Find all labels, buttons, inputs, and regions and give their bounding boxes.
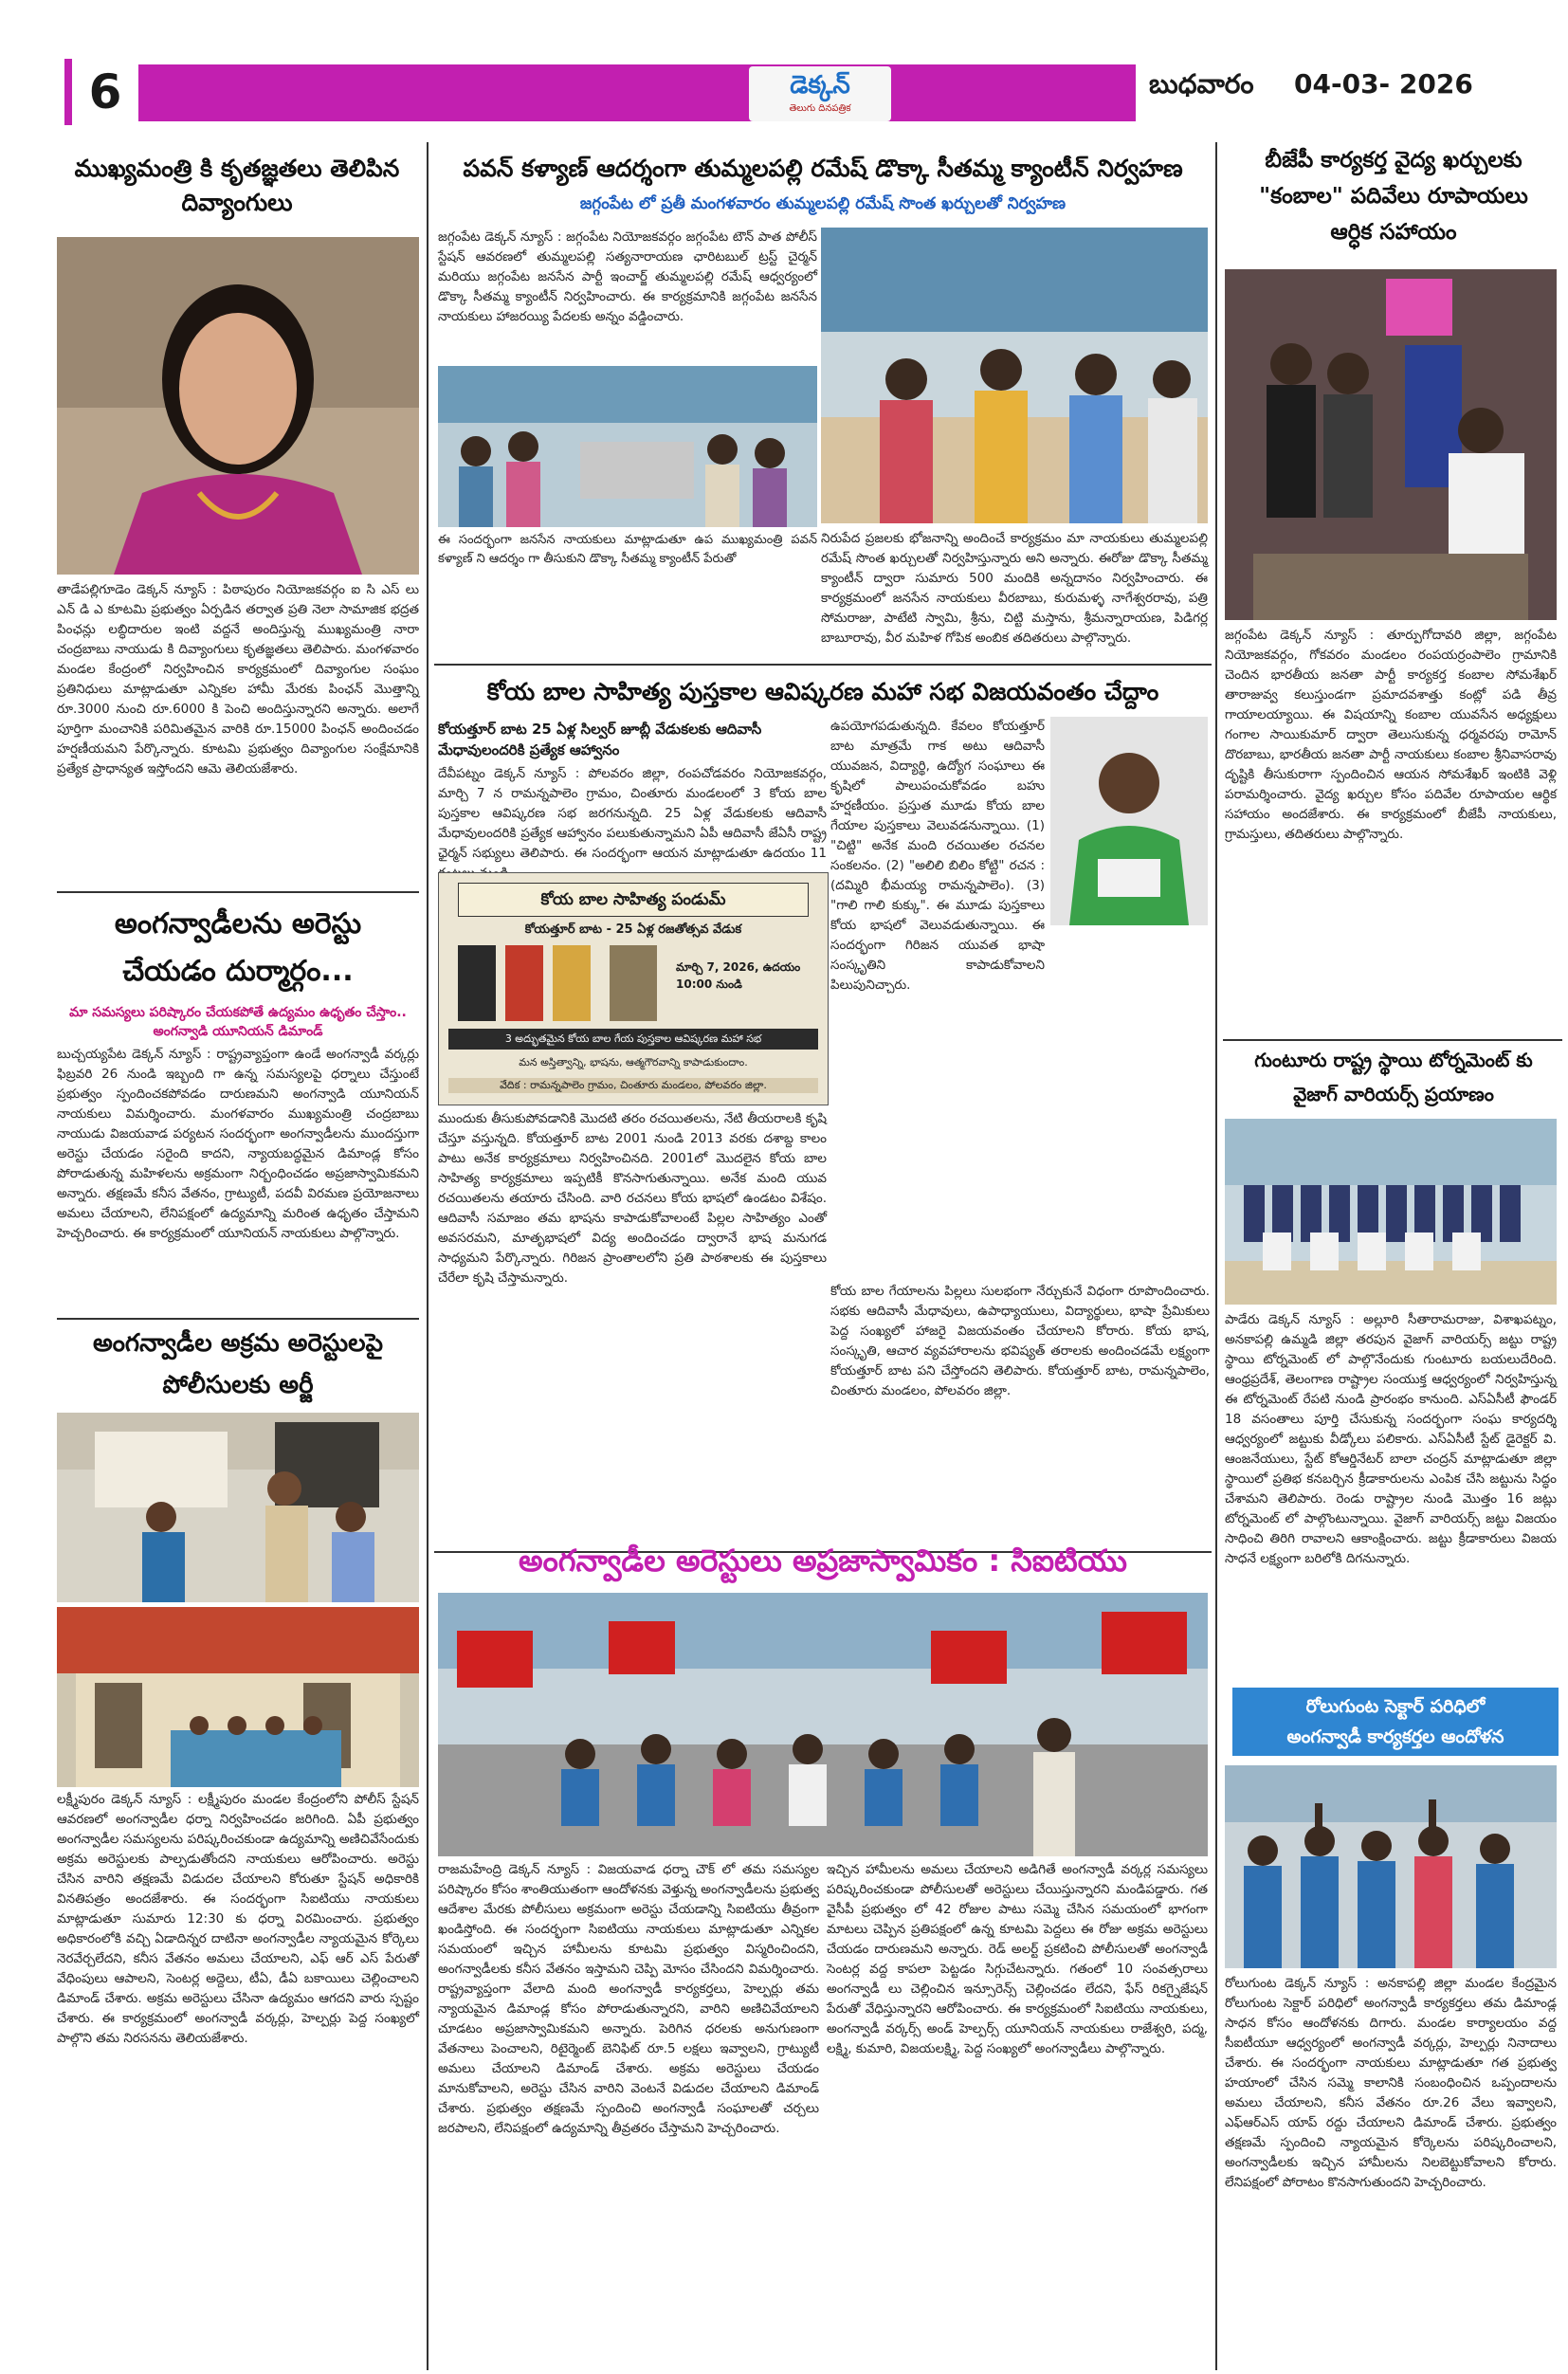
page-number: 6 — [64, 59, 138, 125]
poster-venue: వేదిక : రామన్నపాలెం గ్రామం, చింతూరు మండలం, పోలవరం జిల్లా. — [448, 1078, 818, 1093]
right-story2-body: పాడేరు డెక్కన్ న్యూస్ : అల్లూరి సీతారామరాజు, విశాఖపట్నం, అనకాపల్లి ఉమ్మడి జిల్లా తరపున వైజాగ్ వారియర్స్ జట్టు రాష్ట్ర స్థాయి టోర్నమెంట్ లో పాల్గొనేందుకు గుంటూరు బయలుదేరింది. ఆంధ్రప్రదేశ్, తెలంగాణ రాష్ట్రాల సంయుక్త ఆధ్వర్యంలో నిర్వహిస్తున్న ఈ టోర్నమెంట్ రేపటి నుండి ప్రారంభం కానుంది. ఎస్ఏసీటీ ఫౌండర్ 18 వసంతాలు పూర్తి చేసుకున్న సందర్భంగా సంఘ కార్యదర్శి ఆధ్వర్యంలో జట్టుకు వీడ్కోలు పలికారు. ఎస్ఏసీటీ స్టేట్ డైరెక్టర్ వి. ఆంజనేయులు, స్టేట్ కోఆర్డినేటర్ బాలా చంద్రన్ మాట్లాడుతూ జిల్లా స్థాయిలో ప్రతిభ కనబర్చిన క్రీడాకారులను ఎంపిక చేసి జట్టును సిద్ధం చేశామని తెలిపారు. రెండు రాష్ట్రాల నుండి మొత్తం 16 జట్లు టోర్నమెంట్ లో పాల్గొంటున్నాయి. వైజాగ్ వారియర్స్ జట్టు విజయం సాధించి తిరిగి రావాలని ఆకాంక్షించారు. జట్టు క్రీడాకారులు విజయ సాధనే లక్ష్యంగా బరిలోకి దిగనున్నారు. — [1225, 1312, 1557, 1566]
poster-title: కోయ బాల సాహిత్య పండుమ్ — [458, 883, 809, 917]
petition-photo — [57, 1413, 419, 1602]
left-story1-body: తాడేపల్లిగూడెం డెక్కన్ న్యూస్ : పిఠాపురం నియోజకవర్గం ఐ సి ఎస్ లు ఎన్ డి ఎ కూటమి ప్రభుత్వం ఏర్పడిన తర్వాత ప్రతి నెలా సామాజిక భద్రత పింఛన్లు లబ్ధిదారుల ఇంటి వద్దనే అందిస్తున్న ముఖ్యమంత్రి నారా చంద్రబాబు నాయుడు కి దివ్యాంగులు కృతజ్ఞతలు తెలిపారు. మంగళవారం మండల కేంద్రంలో నిర్వహించిన కార్యక్రమంలో దివ్యాంగుల సంఘం ప్రతినిధులు మాట్లాడుతూ ఎన్నికల హామీ మేరకు పింఛన్ మొత్తాన్ని రూ.3000 నుంచి రూ.6000 కి పెంచి అందిస్తున్నారని అన్నారు. అలాగే పూర్తిగా మంచానికి పరిమితమైన వారికి రూ.15000 పింఛన్ అందించడం హర్షణీయమని పేర్కొన్నారు. కూటమి ప్రభుత్వం దివ్యాంగుల సంక్షేమానికి ప్రత్యేక ప్రాధాన్యత ఇస్తోందని ఆమె తెలియజేశారు. — [57, 582, 419, 776]
middle-story3-headline: అంగన్వాడీల అరెస్టులు అప్రజాస్వామికం : సిఐటియు — [519, 1543, 1127, 1579]
police-station-photo — [57, 1607, 419, 1787]
right-story3-headline: రోలుగుంట సెక్టార్ పరిధిలో అంగన్వాడీ కార్యకర్తల ఆందోళన — [1232, 1688, 1559, 1756]
right-divider-1 — [1223, 1039, 1562, 1041]
middle-story2-body-lower: ముందుకు తీసుకుపోవడానికి మొదటి తరం రచయితలను, నేటి తీయరాలకి కృషి చేస్తూ వస్తున్నది. కోయత్తూర్ బాట 2001 నుండి 2013 వరకు దశాబ్ద కాలం పాటు అనేక కార్యక్రమాలు నిర్వహించినది. 2001లో మొదలైన కోయ బాల సాహిత్య కార్యక్రమాలు ఇప్పటికీ కొనసాగుతున్నాయి. అనేక మంది యువ రచయితలను తయారు చేసింది. వారి రచనలు కోయ భాషలో ఉండటం విశేషం. ఆదివాసీ సమాజం తమ భాషను కాపాడుకోవాలంటే పిల్లల సాహిత్యం ఎంతో అవసరమని, మాతృభాషలో విద్య అందించడం ద్వారానే భాష మనుగడ సాధ్యమని పేర్కొన్నారు. గిరిజన ప్రాంతాలలోని ప్రతి పాఠశాలకు ఈ పుస్తకాలు చేరేలా కృషి చేస్తామన్నారు. — [438, 1111, 827, 1286]
poster-book-2 — [505, 945, 543, 1021]
right-story1-body: జగ్గంపేట డెక్కన్ న్యూస్ : తూర్పుగోదావరి జిల్లా, జగ్గంపేట నియోజకవర్గం, గోకవరం మండలం రంపయర్రంపాలెం గ్రామానికి చెందిన భారతీయ జనతా పార్టీ కార్యకర్త కంబాల సోమశేఖర్ తారాజువ్వ కలుస్తుండగా ప్రమాదవశాత్తు కంట్లో పడి తీవ్ర గాయాలయ్యాయి. ఈ విషయాన్ని కంబాల యువసేన అధ్యక్షులు గంగాల సాయికుమార్ ద్వారా తెలుసుకున్న ధర్మవరపు రామోన్ దొరబాబు, భారతీయ జనతా పార్టీ నాయకులు కంబాల శ్రీనివాసరావు దృష్టికి తీసుకురాగా స్పందించిన ఆయన సోమశేఖర్ ఇంటికి వెళ్లి పరామర్శించారు. వైద్య ఖర్చుల కోసం పదివేల రూపాయల ఆర్థిక సహాయం అందజేశారు. ఈ కార్యక్రమంలో బీజేపీ నాయకులు, గ్రామస్తులు, తదితరులు పాల్గొన్నారు. — [1225, 628, 1557, 842]
canteen-serving-photo — [821, 228, 1208, 523]
event-poster — [438, 872, 829, 1105]
poster-book-1 — [458, 945, 496, 1021]
column-divider-right — [1215, 142, 1217, 2370]
protest-photo — [438, 1593, 1208, 1856]
issue-day: బుధవారం — [1149, 68, 1254, 100]
left-story3-body: లక్ష్మీపురం డెక్కన్ న్యూస్ : లక్ష్మీపురం మండల కేంద్రంలోని పోలీస్ స్టేషన్ ఆవరణలో అంగన్వాడీల ధర్నా నిర్వహించడం జరిగింది. ఏపీ ప్రభుత్వం అంగన్వాడీల సమస్యలను పరిష్కరించకుండా ఉద్యమాన్ని అణిచివేసేందుకు అక్రమ అరెస్టులకు పాల్పడుతోందని నాయకులు ఆరోపించారు. అరెస్టు చేసిన వారిని తక్షణమే విడుదల చేయాలని కోరుతూ స్టేషన్ అధికారికి వినతిపత్రం అందజేశారు. ఈ సందర్భంగా సిఐటియు నాయకులు మాట్లాడుతూ సుమారు 12:30 కు ధర్నా విరమించారు. ప్రభుత్వం అధికారంలోకి వచ్చి ఏడాదిన్నర దాటినా అంగన్వాడీల న్యాయమైన కోర్కెలు నెరవేర్చలేదని, కనీస వేతనం అమలు చేయాలని, ఎఫ్ ఆర్ ఎస్ పేరుతో వేధింపులు ఆపాలని, సెంటర్ల అద్దెలు, టీఏ, డీఏ బకాయిలు చెల్లించాలని డిమాండ్ చేశారు. అక్రమ అరెస్టులు చేసినా ఉద్యమం ఆగదని వారు స్పష్టం చేశారు. ఈ కార్యక్రమంలో అంగన్వాడీ వర్కర్లు, హెల్పర్లు పెద్ద సంఖ్యలో పాల్గొని తమ నిరసనను తెలియజేశారు. — [57, 1792, 419, 2046]
logo-text: డెక్కన్ — [790, 71, 850, 100]
poster-subtitle: కోయత్తూర్ బాట - 25 ఏళ్ల రజతోత్సవ వేడుక — [524, 922, 742, 937]
poster-ribbon: 3 అద్భుతమైన కోయ బాల గేయ పుస్తకాల ఆవిష్కరణ మహా సభ — [448, 1029, 818, 1050]
middle-divider-1 — [434, 664, 1212, 666]
left-story2-body: బుచ్చయ్యపేట డెక్కన్ న్యూస్ : రాష్ట్రవ్యాప్తంగా ఉండే అంగన్వాడీ వర్కర్లు ఫిబ్రవరి 26 నుండి ఇబ్బంది గా ఉన్న సమస్యలపై ధర్నాలు చేస్తుంటే ప్రభుత్వం స్పందించకపోవడం దారుణమని అంగన్వాడి యూనియన్ నాయకులు విమర్శించారు. మంగళవారం ముఖ్యమంత్రి చంద్రబాబు నాయుడు విజయవాడ పర్యటన సందర్భంగా అంగన్వాడీలను ముందస్తుగా అరెస్టు చేయడం సరైంది కాదని, న్యాయబద్ధమైన డిమాండ్ల కోసం పోరాడుతున్న మహిళలను అక్రమంగా నిర్బంధించడం అప్రజాస్వామికమని అన్నారు. తక్షణమే కనీస వేతనం, గ్రాట్యుటీ, పదవీ విరమణ ప్రయోజనాలు అమలు చేయాలని, లేనిపక్షంలో ఉద్యమాన్ని మరింత ఉధృతం చేస్తామని హెచ్చరించారు. ఈ కార్యక్రమంలో యూనియన్ నాయకులు పాల్గొన్నారు. — [57, 1047, 419, 1241]
middle-story3-body-right: ఇచ్చిన హామీలను అమలు చేయాలని అడిగితే అంగన్వాడీ వర్కర్ల సమస్యలు పరిష్కరించకుండా పోలీసులతో అరెస్టులు చేయిస్తున్నారని మండిపడ్డారు. గత వైసీపీ ప్రభుత్వం లో 42 రోజుల పాటు సమ్మె చేసిన సమయంలో భాగంగా మాటలు చెప్పిన ప్రతిపక్షంలో ఉన్న కూటమి పెద్దలు ఈ రోజు అక్రమ అరెస్టులు చేయడం దారుణమని అన్నారు. రెడ్ అలర్ట్ ప్రకటించి పోలీసులతో అంగన్వాడీ సెంటర్ల వద్ద కాపలా పెట్టడం సిగ్గుచేటన్నారు. గతంలో 10 సంవత్సరాలు అంగన్వాడీ లు చెల్లించిన ఇన్సూరెన్స్ చెల్లించడం లేదని, ఫేస్ రికగ్నైజేషన్ పేరుతో వేధిస్తున్నారని ఆరోపించారు. ఈ కార్యక్రమంలో సిఐటియు నాయకులు, అంగన్వాడీ వర్కర్స్ అండ్ హెల్పర్స్ యూనియన్ నాయకులు రాజేశ్వరి, పద్మ, లక్ష్మి, కుమారి, విజయలక్ష్మి, పెద్ద సంఖ్యలో అంగన్వాడీలు పాల్గొన్నారు. — [827, 1862, 1208, 2056]
donation-photo — [1225, 269, 1557, 620]
right-story3-body: రోలుగుంట డెక్కన్ న్యూస్ : అనకాపల్లి జిల్లా మండల కేంద్రమైన రోలుగుంట సెక్టార్ పరిధిలో అంగన్వాడీ కార్యకర్తలు తమ డిమాండ్ల సాధన కోసం ఆందోళనకు దిగారు. మండల కార్యాలయం వద్ద సీఐటీయూ ఆధ్వర్యంలో అంగన్వాడీ వర్కర్లు, హెల్పర్లు నినాదాలు చేశారు. ఈ సందర్భంగా నాయకులు మాట్లాడుతూ గత ప్రభుత్వ హయాంలో చేసిన సమ్మె కాలానికి సంబంధించిన ఒప్పందాలను అమలు చేయాలని, కనీస వేతనం రూ.26 వేలు ఇవ్వాలని, ఎఫ్ఆర్ఎస్ యాప్ రద్దు చేయాలని డిమాండ్ చేశారు. ప్రభుత్వం తక్షణమే స్పందించి న్యాయమైన కోర్కెలను పరిష్కరించాలని, అంగన్వాడీలకు ఇచ్చిన హామీలను నిలబెట్టుకోవాలని కోరారు. లేనిపక్షంలో పోరాటం కొనసాగుతుందని హెచ్చరించారు. — [1225, 1976, 1557, 2190]
left-divider-1 — [57, 891, 419, 893]
canteen-crowd-photo — [438, 366, 817, 527]
left-story1-headline: ముఖ్యమంత్రి కి కృతజ్ఞతలు తెలిపిన దివ్యాంగులు — [74, 155, 400, 216]
anganwadi-protest-photo — [1225, 1765, 1557, 1968]
middle-story2-headline: కోయ బాల సాహిత్య పుస్తకాల ఆవిష్కరణ మహా సభ విజయవంతం చేద్దాం — [486, 678, 1159, 705]
right-story2-headline: గుంటూరు రాష్ట్ర స్థాయి టోర్నమెంట్ కు వైజాగ్ వారియర్స్ ప్రయాణం — [1254, 1049, 1533, 1105]
column-divider-left — [427, 142, 428, 2370]
left-story3-headline: అంగన్వాడీల అక్రమ అరెస్టులపై పోలీసులకు అర్జీ — [92, 1329, 384, 1399]
middle-story1-continued: నిరుపేద ప్రజలకు భోజనాన్ని అందించే కార్యక్రమం మా నాయకులు తుమ్మలపల్లి రమేష్ సొంత ఖర్చులతో నిర్వహిస్తున్నారు అని అన్నారు. ఈరోజు డొక్కా సీతమ్మ క్యాంటీన్ ద్వారా సుమారు 500 మందికి అన్నదానం నిర్వహించారు. ఈ కార్యక్రమంలో జనసేన నాయకులు వీరబాబు, కురుమళ్ళ నాగేశ్వరరావు, పత్రి సోమరాజు, పాటేటి స్వామి, శ్రీను, చిట్టి మస్తాను, శ్రీమన్నారాయణ, పిడిగర్ల బాబూరావు, వీర మహిళ గోపిక అంబిక తదితరులు పాల్గొన్నారు. — [821, 531, 1208, 646]
left-story2-headline: అంగన్వాడీలను అరెస్టు చేయడం దుర్మార్గం... — [114, 907, 362, 988]
middle-story1-caption: ఈ సందర్భంగా జనసేన నాయకులు మాట్లాడుతూ ఉప ముఖ్యమంత్రి పవన్ కళ్యాణ్ ని ఆదర్శం గా తీసుకుని డొక్కా సీతమ్మ క్యాంటీన్ పేరుతో — [438, 533, 817, 566]
middle-story2-body-lower-right: కోయ బాల గేయాలను పిల్లలు సులభంగా నేర్చుకునే విధంగా రూపొందించారు. సభకు ఆదివాసీ మేధావులు, ఉపాధ్యాయులు, విద్యార్థులు, భాషా ప్రేమికులు పెద్ద సంఖ్యలో హాజరై విజయవంతం చేయాలని కోరారు. కోయ భాష, సంస్కృతి, ఆచార వ్యవహారాలను భవిష్యత్ తరాలకు అందించడమే లక్ష్యంగా కోయత్తూర్ బాట పని చేస్తోందని తెలిపారు. కోయత్తూర్ బాట, రామన్నపాలెం, చింతూరు మండలం, పోలవరం జిల్లా. — [830, 1284, 1210, 1398]
issue-date: 04-03- 2026 — [1294, 68, 1473, 100]
middle-story3-body-left: రాజమహేంద్రి డెక్కన్ న్యూస్ : విజయవాడ ధర్నా చౌక్ లో తమ సమస్యల పరిష్కారం కోసం శాంతియుతంగా ఆందోళనకు వెళ్తున్న అంగన్వాడీలను ప్రభుత్వ ఆదేశాల మేరకు పోలీసులు అక్రమంగా అరెస్టు చేయడాన్ని సిఐటియు తీవ్రంగా ఖండిస్తోంది. ఈ సందర్భంగా సిఐటియు నాయకులు మాట్లాడుతూ ఎన్నికల సమయంలో ఇచ్చిన హామీలను కూటమి ప్రభుత్వం విస్మరించిందని, అంగన్వాడీలకు కనీస వేతనం ఇస్తామని చెప్పి మోసం చేసిందని విమర్శించారు. రాష్ట్రవ్యాప్తంగా వేలాది మంది అంగన్వాడీ కార్యకర్తలు, హెల్పర్లు తమ న్యాయమైన డిమాండ్ల కోసం పోరాడుతున్నారని, వారిని అణిచివేయాలని చూడటం అప్రజాస్వామికమని అన్నారు. పెరిగిన ధరలకు అనుగుణంగా వేతనాలు పెంచాలని, రిటైర్మెంట్ బెనిఫిట్ రూ.5 లక్షలు ఇవ్వాలని, గ్రాట్యుటీ అమలు చేయాలని డిమాండ్ చేశారు. అక్రమ అరెస్టులు చేయడం మానుకోవాలని, అరెస్టు చేసిన వారిని వెంటనే విడుదల చేయాలని డిమాండ్ చేశారు. ప్రభుత్వం తక్షణమే స్పందించి అంగన్వాడీ సంఘాలతో చర్చలు జరపాలని, లేనిపక్షంలో ఉద్యమాన్ని తీవ్రతరం చేస్తామని హెచ్చరించారు. — [438, 1862, 819, 2136]
middle-story1-body: జగ్గంపేట డెక్కన్ న్యూస్ : జగ్గంపేట నియోజకవర్గం జగ్గంపేట టౌన్ పాత పోలీస్ స్టేషన్ ఆవరణలో తుమ్మలపల్లి సత్యనారాయణ ఛారిటబుల్ ట్రస్ట్ చైర్మన్ మరియు జగ్గంపేట జనసేన పార్టీ ఇంచార్జ్ తుమ్మలపల్లి రమేష్ ఆధ్వర్యంలో డొక్కా సీతమ్మ క్యాంటీన్ నిర్వహించారు. ఈ కార్యక్రమానికి జగ్గంపేట జనసేన నాయకులు హాజరయ్యి పేదలకు అన్నం వడ్డించారు. — [438, 229, 817, 324]
team-photo — [1225, 1119, 1557, 1305]
newspaper-logo[interactable] — [749, 66, 891, 121]
middle-story1-subheadline: జగ్గంపేట లో ప్రతీ మంగళవారం తుమ్మలపల్లి రమేష్ సొంత ఖర్చులతో నిర్వహణ — [579, 194, 1067, 213]
masthead-bar — [64, 64, 1136, 121]
right-story1-headline: బీజేపీ కార్యకర్త వైద్య ఖర్చులకు "కంబాల" పదివేలు రూపాయలు ఆర్ధిక సహాయం — [1259, 148, 1528, 245]
left-divider-2 — [57, 1318, 419, 1320]
poster-line-1: మన అస్తిత్వాన్ని, భాషను, ఆత్మగౌరవాన్ని కాపాడుకుందాం. — [519, 1056, 748, 1068]
middle-story1-headline: పవన్ కళ్యాణ్ ఆదర్శంగా తుమ్మలపల్లి రమేష్ డొక్కా సీతమ్మ క్యాంటీన్ నిర్వహణ — [463, 155, 1183, 182]
logo-tagline: తెలుగు దినపత్రిక — [789, 103, 851, 114]
left-story2-pink-subhead: మా సమస్యలు పరిష్కారం చేయకపోతే ఉద్యమం ఉధృతం చేస్తాం.. అంగన్వాడి యూనియన్ డిమాండ్ — [69, 1005, 407, 1039]
woman-portrait-photo — [57, 237, 419, 575]
poster-book-3 — [553, 945, 591, 1021]
poster-portrait — [610, 945, 657, 1021]
middle-story2-subhead: కోయత్తూర్ బాట 25 ఏళ్ల సిల్వర్ జూబ్లీ వేడుకలకు ఆదివాసీ మేధావులందరికి ప్రత్యేక ఆహ్వానం — [438, 721, 762, 758]
middle-story2-body-left: దేవీపట్నం డెక్కన్ న్యూస్ : పోలవరం జిల్లా, రంపచోడవరం నియోజకవర్గం, మార్చి 7 న రామన్నపాలెం గ్రామం, చింతూరు మండలంలో 3 కోయ బాల పుస్తకాల ఆవిష్కరణ సభ జరగనున్నది. 25 ఏళ్ల వేడుకలకు ఆదివాసీ మేధావులందరికి ప్రత్యేక ఆహ్వానం పలుకుతున్నామని ఏపీ ఆదివాసీ జేఏసీ రాష్ట్ర ఛైర్మన్ సభ్యులు తెలిపారు. ఈ సందర్భంగా ఆయన మాట్లాడుతూ ఉదయం 11 — [438, 766, 827, 861]
poster-date: మార్చి 7, 2026, ఉదయం 10:00 నుండి — [676, 960, 801, 991]
middle-story2-body-right: ఉపయోగపడుతున్నది. కేవలం కోయత్తూర్ బాట మాత్రమే గాక అటు ఆదివాసీ యువజన, విద్యార్థి, ఉద్యోగ సంఘాలు ఈ కృషిలో పాలుపంచుకోవడం బహు హర్షణీయం. ప్రస్తుత మూడు కోయ బాల గేయాల పుస్తకాలు వెలువడనున్నాయి. (1) "చిట్టి" అనేక మంది రచయితల రచనల సంకలనం. (2) "అలిలి బిలిం కోట్టి" రచన : (దమ్మిరి భీమయ్య రామన్నపాలెం). (3) "గాలి గాలి కుక్కు". ఈ మూడు పుస్తకాలు కోయ భాషలో వెలువడుతున్నాయి. ఈ సందర్భంగా గిరిజన యువత భాషా సంస్కృతిని కాపాడుకోవాలని పిలుపునిచ్చారు. — [830, 719, 1045, 993]
speaker-photo — [1050, 717, 1208, 925]
